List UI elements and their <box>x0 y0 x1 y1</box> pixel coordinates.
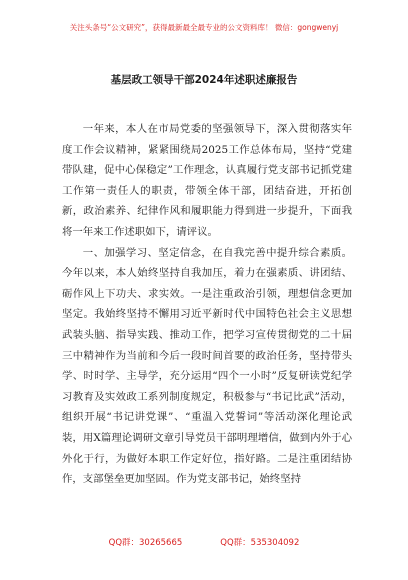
document-body <box>62 119 352 490</box>
paragraph-section-one: 一、加强学习、坚定信念，在自我完善中提升综合素质。今年以来，本人始终坚持自我加压，着力在强素质、讲团结、砺作风上下功夫、求实效。一是注重政治引领，理想信念更加坚定。我始终坚持不懈用习近平新时代中国特色社会主义思想武装头脑、指导实践、推动工作，把学习宣传贯彻党的二十届三中精神作为当前和今后一段时间首要的政治任务，坚持带头学、时时学、主导学，充分运用“四个一小时”反复研读党纪学习教育及实效政工系列制度规定，积极参与“书记比武”活动，组织开展“书记讲党课”、“重温入党誓词”等活动深化理论武装，用X篇理论调研文章引导党员干部明理增信，做到内外于心外化于行，为做好本职工作定好位，指好路。二是注重团结协作，支部堡垒更加坚固。作为党支部书记，始终坚持 <box>62 246 352 486</box>
footer-qq-group-2: QQ群：535304092 <box>220 538 300 548</box>
top-banner: 关注头条号“公文研究”，获得最新最全最专业的公文资料库！ 微信：gongwenyj <box>69 23 339 32</box>
footer-qq-group-1: QQ群：30265665 <box>108 538 183 548</box>
paragraph-intro: 一年来，本人在市局党委的坚强领导下，深入贯彻落实年度工作会议精神，紧紧围绕局2025工作总体布局，坚持“党建带队建，促中心保稳定”工作理念，认真履行党支部书记抓党建工作第一责任人的职责，带领全体干部，团结奋进，开拓创新，政治素养、纪律作风和履职能力得到进一步提升，下面我将一年来工作述职如下，请评议。 <box>62 123 352 238</box>
document-title: 基层政工领导干部2024年述职述廉报告 <box>110 74 298 86</box>
footer <box>0 536 408 548</box>
